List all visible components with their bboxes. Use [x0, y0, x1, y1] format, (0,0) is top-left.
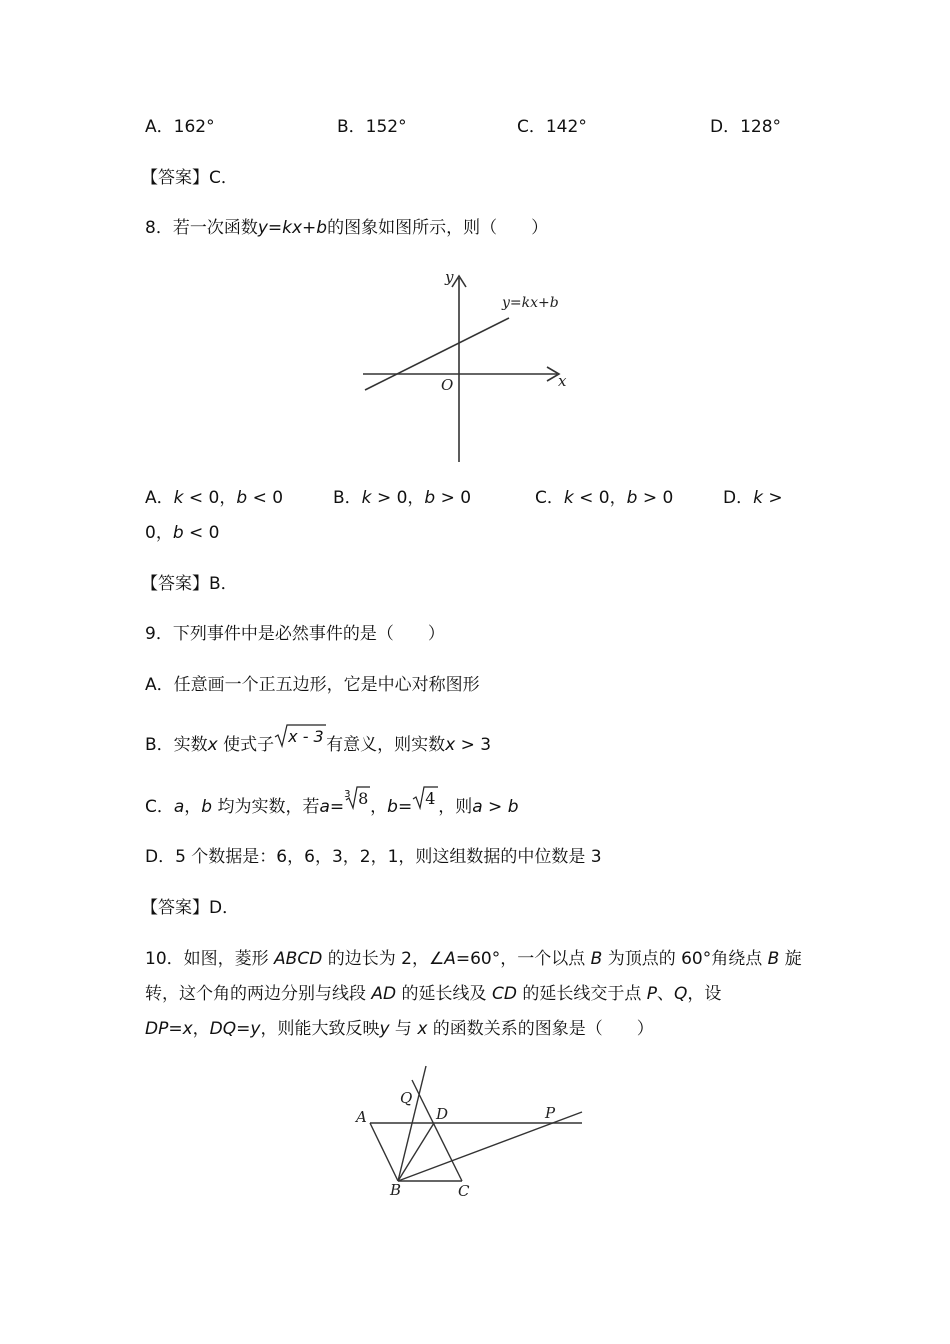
q8-expression: y=kx+b: [257, 218, 328, 238]
q8-x-label: x: [558, 372, 567, 390]
q8-line-label: y=kx+b: [502, 295, 559, 311]
q8-rest: 的图象如图所示，则（ ）: [327, 218, 549, 238]
q10-l3-eq1: =: [168, 1019, 183, 1039]
q9-c-equals2: =: [397, 797, 413, 817]
q9-b-text1: B．实数: [145, 735, 208, 755]
q10-l3-d: ，则能大致反映: [260, 1019, 380, 1039]
q9-c-b3: b: [507, 797, 519, 817]
q10-l3-e: 与: [394, 1019, 412, 1039]
q8-option-d-zero: 0，: [145, 523, 173, 543]
q10-l1-e: 旋: [784, 949, 802, 969]
q9-option-a: A．任意画一个正五边形，它是中心对称图形: [145, 675, 480, 695]
q9-c-radicand1: 8: [358, 789, 369, 808]
q10-side-ab: [370, 1123, 398, 1181]
q9-b-x: x: [207, 735, 218, 755]
q8-option-a-mid: < 0，: [188, 488, 237, 508]
q9-c-text7: ，则: [438, 797, 473, 817]
q8-option-b-prefix: B．: [333, 488, 362, 508]
q10-l2-e: ，设: [687, 984, 722, 1004]
q10-label-b: B: [390, 1181, 402, 1199]
q10-l1-angle-a: A: [444, 949, 456, 969]
q10-l1-c: =60°，一个以点: [455, 949, 586, 969]
q8-stem: [145, 217, 548, 239]
q7-option-a: A．162°: [145, 117, 215, 137]
q9-c-b2: b: [387, 797, 398, 817]
q9-c-a: a: [173, 797, 185, 817]
q9-c-square-root: [412, 786, 438, 808]
q9-c-text3: 均为实数，若: [217, 797, 320, 817]
q7-option-b: B．152°: [337, 117, 407, 137]
q8-option-c-k: k: [563, 488, 574, 508]
q9-c-root-index: 3: [344, 789, 351, 800]
q9-c-comma2: ，: [370, 797, 388, 817]
q9-b-radicand: x - 3: [288, 727, 324, 746]
q8-option-d-continued: [145, 522, 220, 544]
q8-graph: [355, 262, 585, 464]
q9-b-x2: x: [445, 735, 456, 755]
q10-l3-y: y: [250, 1019, 261, 1039]
q10-l1-b: 的边长为 2，∠: [327, 949, 445, 969]
q10-l3-x2: x: [417, 1019, 428, 1039]
q8-option-c: [535, 487, 673, 509]
q10-l2-d: 、: [657, 984, 674, 1004]
q10-l3-dq: DQ: [209, 1019, 237, 1039]
q10-l2-q: Q: [674, 984, 688, 1004]
q10-l2-p: P: [646, 984, 657, 1004]
q9-c-text1: C．: [145, 797, 174, 817]
q7-option-c: C．142°: [517, 117, 587, 137]
q8-option-c-b: b: [626, 488, 638, 508]
q8-number: 8．若一次函数: [145, 218, 258, 238]
q8-option-d-k: k: [753, 488, 763, 508]
q10-label-c: C: [458, 1182, 470, 1200]
q10-l3-comma: ，: [192, 1019, 210, 1039]
q8-option-c-end: > 0: [642, 488, 674, 508]
q10-l2-a: 转，这个角的两边分别与线段: [145, 984, 366, 1004]
q10-l3-dp: DP: [145, 1019, 169, 1039]
q8-option-d-end: < 0: [189, 523, 220, 543]
q10-l1-d: 为顶点的 60°角绕点: [607, 949, 763, 969]
q10-l1-a: 10．如图，菱形: [145, 949, 269, 969]
q9-c-b: b: [201, 797, 213, 817]
q10-l1-b-point2: B: [767, 949, 780, 969]
q10-l3-y2: y: [379, 1019, 390, 1039]
q9-option-d: D．5 个数据是：6，6，3，2，1，则这组数据的中位数是 3: [145, 847, 602, 867]
q9-option-b: [145, 727, 492, 756]
q10-l3-f: 的函数关系的图象是（ ）: [432, 1019, 654, 1039]
q8-origin-label: O: [441, 376, 454, 394]
q8-option-b-end: > 0: [440, 488, 472, 508]
q10-l1-abcd: ABCD: [274, 949, 323, 969]
q8-option-a-end: < 0: [252, 488, 284, 508]
q10-l2-cd: CD: [491, 984, 517, 1004]
q10-label-a: A: [356, 1108, 367, 1126]
q10-rhombus-figure: [350, 1060, 590, 1205]
q8-option-c-mid: < 0，: [579, 488, 627, 508]
q10-label-q: Q: [400, 1089, 413, 1107]
q8-option-a: [145, 487, 283, 509]
q8-option-a-k: k: [173, 488, 184, 508]
q10-label-p: P: [545, 1104, 556, 1122]
q8-option-b-k: k: [361, 488, 372, 508]
q8-option-d: [723, 487, 783, 509]
q10-line-2: [145, 983, 721, 1005]
q9-c-radicand2: 4: [425, 789, 436, 808]
q9-c-gt: >: [488, 797, 508, 817]
q8-option-c-prefix: C．: [535, 488, 564, 508]
q9-option-c: [145, 789, 519, 818]
q8-option-a-b: b: [236, 488, 248, 508]
q9-c-a3: a: [472, 797, 483, 817]
q10-l1-b-point: B: [590, 949, 603, 969]
q9-c-a2: a: [319, 797, 330, 817]
q10-line-1: [145, 948, 802, 970]
q8-option-b-b: b: [424, 488, 436, 508]
q8-option-d-b: b: [172, 523, 184, 543]
q10-l3-x: x: [182, 1019, 193, 1039]
q10-l2-b: 的延长线及: [401, 984, 487, 1004]
q8-option-b-mid: > 0，: [376, 488, 425, 508]
q9-stem: 9．下列事件中是必然事件的是（ ）: [145, 624, 445, 644]
q10-l2-c: 的延长线交于点: [522, 984, 642, 1004]
q9-b-text3: 有意义，则实数: [326, 735, 446, 755]
q8-option-d-prefix: D．: [723, 488, 754, 508]
q10-line-3: [145, 1018, 654, 1040]
q9-b-text4: > 3: [460, 735, 492, 755]
q10-diagonal-bd: [398, 1123, 434, 1181]
q8-function-line: [365, 318, 509, 390]
q8-option-b: [333, 487, 471, 509]
q7-option-d: D．128°: [710, 117, 782, 137]
q7-answer: 【答案】C．: [141, 168, 238, 188]
q10-label-d: D: [436, 1105, 449, 1123]
q9-c-comma: ，: [184, 797, 202, 817]
q8-option-a-prefix: A．: [145, 488, 174, 508]
q10-l2-ad: AD: [371, 984, 397, 1004]
q9-b-text2: 使式子: [223, 735, 275, 755]
q8-option-d-mid: >: [768, 488, 783, 508]
q9-c-cube-root: [344, 786, 370, 808]
q8-y-label: y: [445, 268, 454, 286]
q8-answer: 【答案】B．: [141, 574, 238, 594]
q9-answer: 【答案】D．: [141, 898, 240, 918]
q9-c-equals1: =: [329, 797, 345, 817]
q9-b-radical: [274, 724, 326, 746]
q10-l3-eq2: =: [236, 1019, 251, 1039]
